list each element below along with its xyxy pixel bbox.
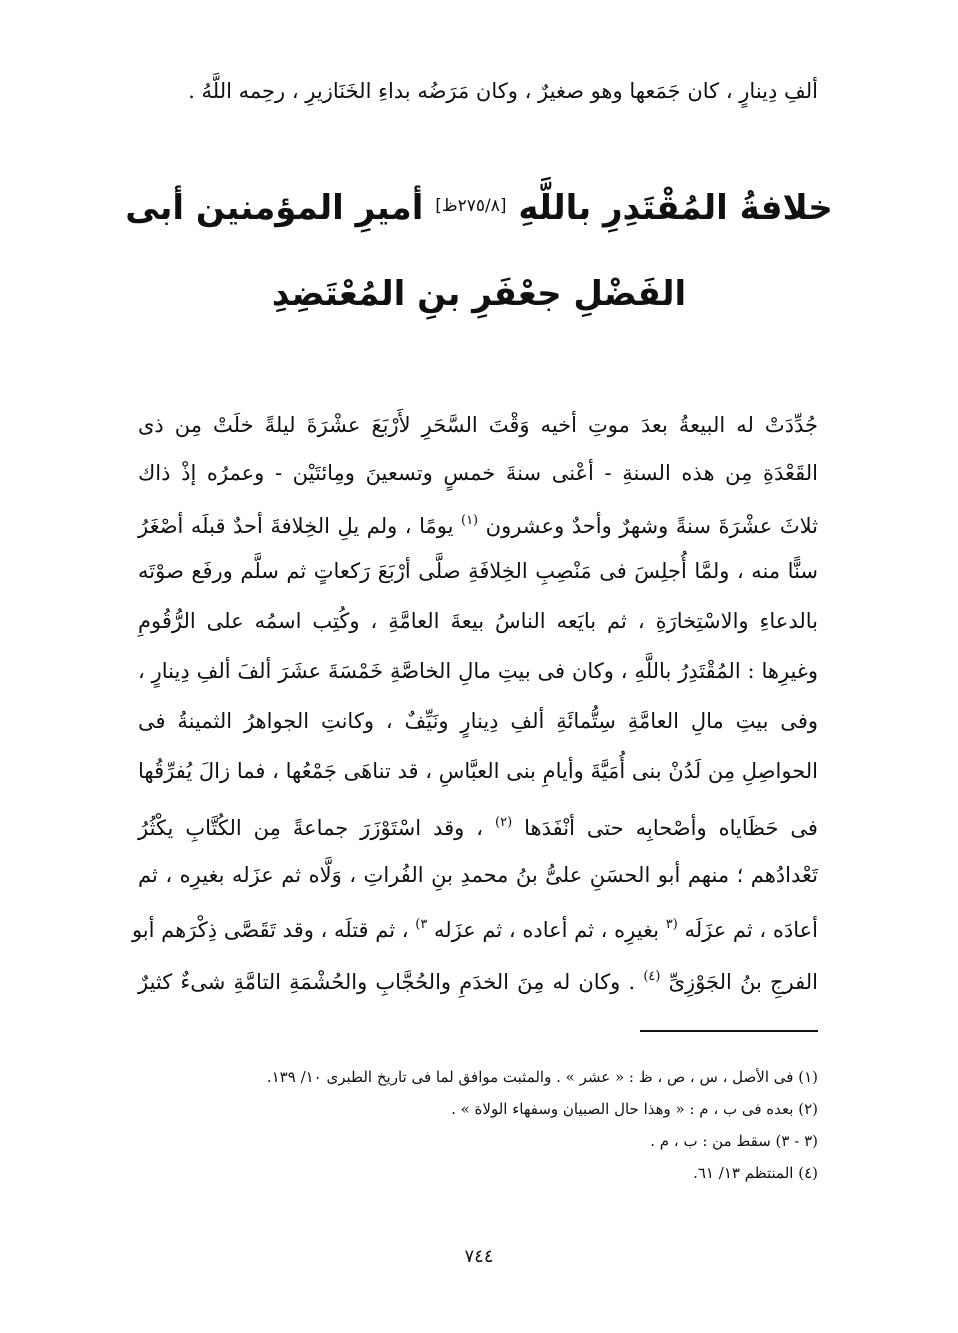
body-line-7: وفى بيتِ مالِ العامَّةِ سِتُّمائَةِ ألفِ دِينارٍ ونَيِّفٌ ، وكانتِ الجواهرُ الثمينةُ فى: [138, 709, 818, 733]
body-line-11: [131, 910, 818, 945]
page-number: ٧٤٤: [464, 1246, 494, 1267]
footnote-marker-1[interactable]: (١): [460, 513, 479, 528]
body-line-6: وغيرِها : المُقْتَدِرُ باللَّهِ ، وكان فى بيتِ مالِ الخاصَّةِ خَمْسَةَ عشَرَ ألفَ ألفِ دِينارٍ ،: [138, 659, 818, 683]
chapter-heading-line-1: [0, 178, 958, 236]
body-line-11-start: أعادَه ، ثم عزَلَه: [684, 918, 818, 942]
footnote-marker-3-close[interactable]: ٣): [415, 917, 428, 932]
footnote-marker-2[interactable]: (٢): [495, 815, 513, 830]
body-line-2: القَعْدَةِ مِن هذه السنةِ - أعْنى سنةَ خمسٍ وتسعينَ ومِائتَيْن - وعمرُه إذْ ذاك: [138, 461, 818, 485]
body-line-10: تَعْدادُهم ؛ منهم أبو الحسَنِ علىُّ بنُ محمدِ بنِ الفُراتِ ، وَلَّاه ثم عزَله بغيرِه ، ثم: [138, 863, 818, 887]
body-line-9: [138, 808, 818, 843]
body-line-9-start: فى حَظَاياه وأصْحابِه حتى أنْفَدَها: [524, 816, 818, 840]
footnote-3: (٣ - ٣) سقط من : ب ، م .: [650, 1132, 818, 1150]
footnote-marker-3-open[interactable]: (٣: [665, 917, 678, 932]
footnote-marker-4[interactable]: (٤): [643, 969, 661, 984]
body-line-1: جُدِّدَتْ له البيعةُ بعدَ موتِ أخيه وَقْتَ السَّحَرِ لأَرْبَعَ عشْرَةَ ليلةً خلَتْ مِن ذى: [138, 413, 818, 437]
body-line-8: الحواصِلِ مِن لَدُنْ بنى أُمَيَّةَ وأيامِ بنى العبَّاسِ ، قد تناهَى جَمْعُها ، فما زالَ يُفرِّقُها: [138, 759, 818, 783]
footnote-2: (٢) بعده فى ب ، م : « وهذا حال الصبيان وسفهاء الولاة » .: [451, 1100, 818, 1118]
body-line-3: [138, 506, 818, 541]
manuscript-reference: [٢٧٥/٨ظ]: [435, 196, 507, 216]
chapter-heading-line-2: الفَضْلِ جعْفَرِ بنِ المُعْتَضِدِ: [271, 274, 687, 314]
heading-part-1: خلافةُ المُقْتَدِرِ باللَّهِ: [518, 188, 833, 228]
footnote-divider: [640, 1030, 818, 1032]
body-line-11-end: ، ثم قتلَه ، وقد تَقَصَّى ذِكْرَهم أبو: [131, 918, 409, 942]
body-line-9-end: ، وقد اسْتَوْزَرَ جماعةً مِن الكُتَّابِ يكْثُرُ: [138, 816, 484, 840]
footnote-1: (١) فى الأصل ، س ، ص ، ظ : « عشر » . والمثبت موافق لما فى تاريخ الطبرى ١٠/ ١٣٩.: [266, 1068, 818, 1086]
body-line-11-middle: بغيرِه ، ثم أعاده ، ثم عزَله: [433, 918, 660, 942]
body-line-12-end: . وكان له مِنَ الخدَمِ والحُجَّابِ والحُشْمَةِ التامَّةِ شىءٌ كثيرٌ: [138, 970, 636, 994]
heading-part-2: أميرِ المؤمنين أبى: [125, 188, 424, 228]
body-line-5: بالدعاءِ والاسْتِخارَةِ ، ثم بايَعه الناسُ بيعةَ العامَّةِ ، وكُتِب اسمُه على الرُّقُومِ: [138, 609, 818, 633]
body-line-12-start: الفرجِ بنُ الجَوْزِىِّ: [668, 970, 818, 994]
body-line-3-start: ثلاثَ عشْرَةَ سنةً وشهرٌ وأحدٌ وعشرون: [485, 514, 818, 538]
footnote-4: (٤) المنتظم ١٣/ ٦١.: [693, 1164, 818, 1182]
body-line-4: سنًّا منه ، ولمَّا أُجلِسَ فى مَنْصِبِ الخِلافَةِ صلَّى أرْبَعَ رَكعاتٍ ثم سلَّم ورفَع صوْتَه: [138, 559, 818, 583]
body-line-3-end: يومًا ، ولم يلِ الخِلافةَ أحدٌ قبلَه أصْغَرُ: [138, 514, 454, 538]
body-line-12: [138, 962, 818, 997]
continuation-line: ألفِ دِينارٍ ، كان جَمَعها وهو صغيرٌ ، وكان مَرَضُه بداءِ الخَنَازيرِ ، رحِمه اللَّهُ .: [188, 79, 818, 103]
